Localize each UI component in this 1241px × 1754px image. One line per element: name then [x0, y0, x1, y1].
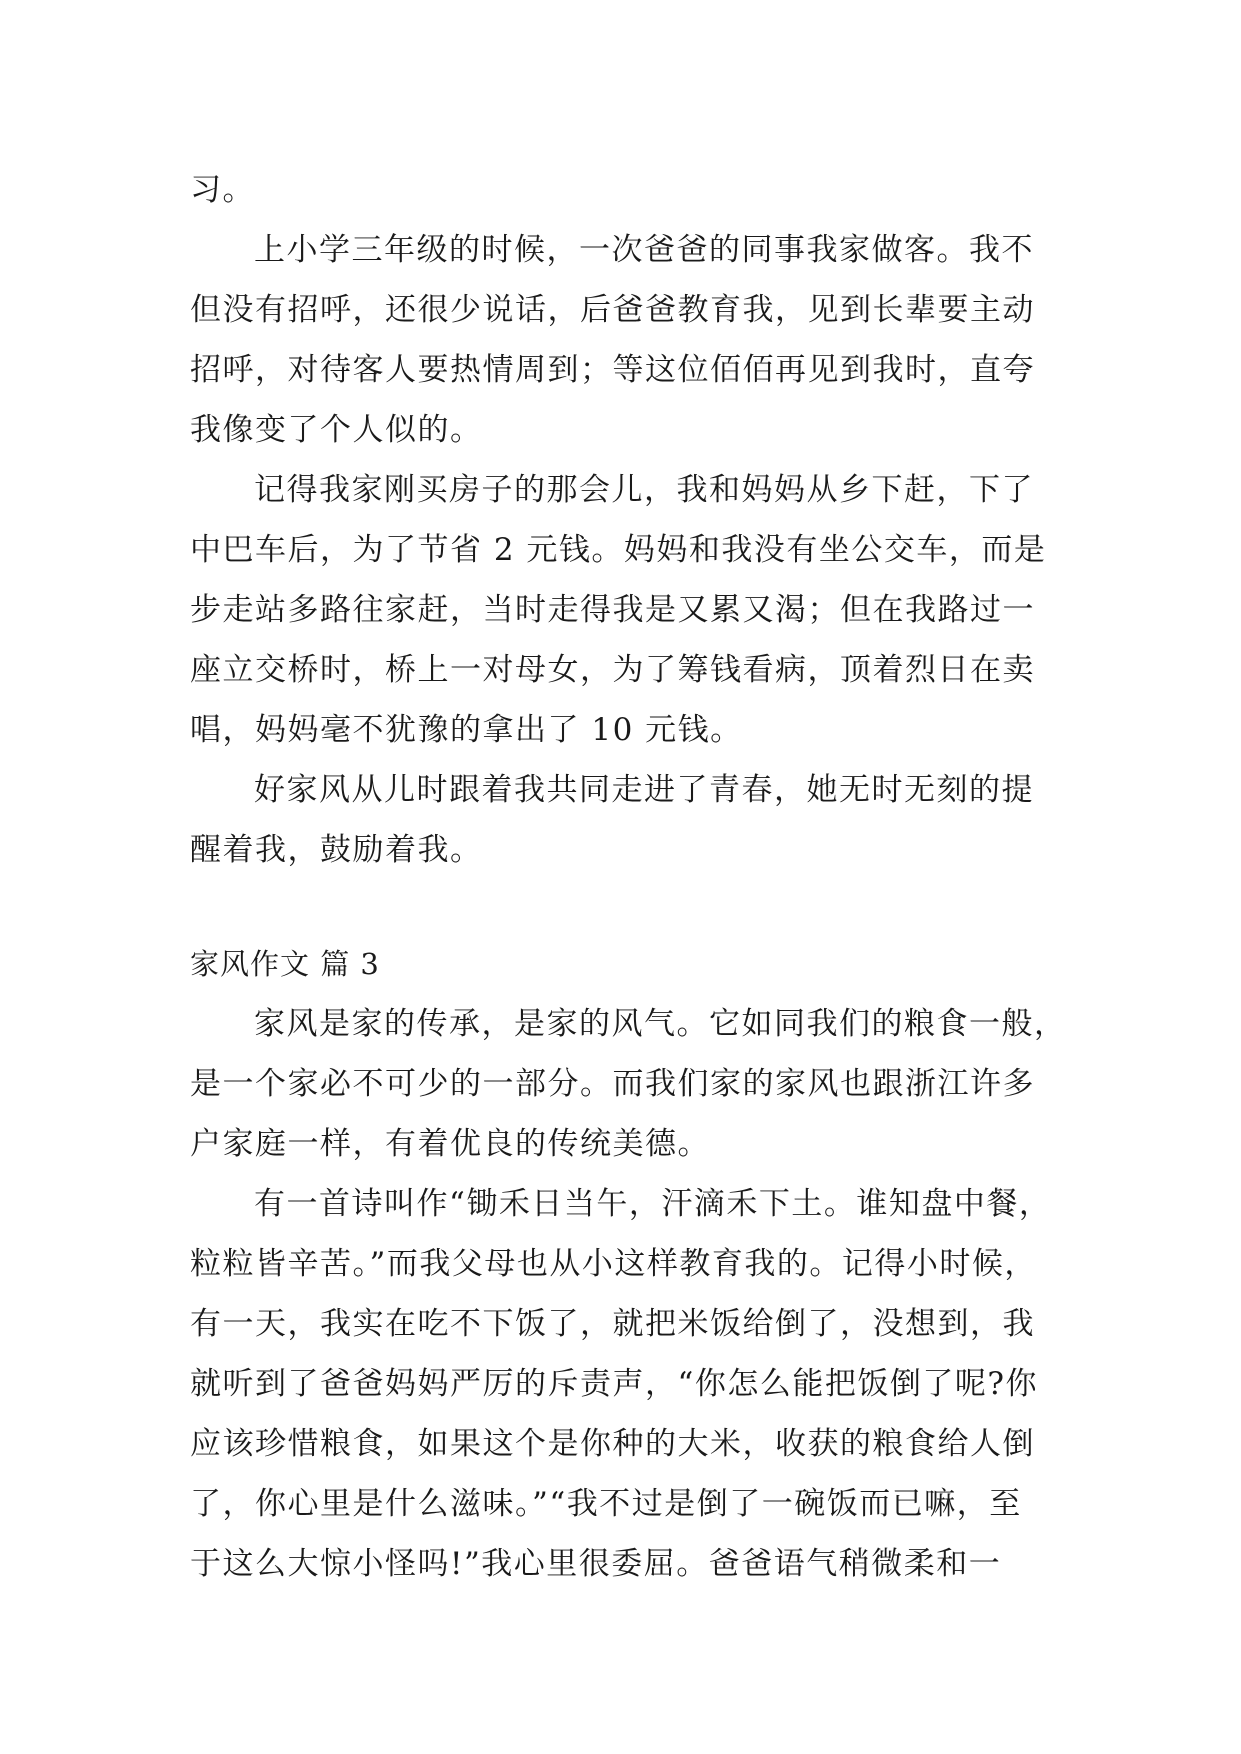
paragraph-line: 醒着我，鼓励着我。	[190, 832, 483, 868]
paragraph-line: 有一首诗叫作“锄禾日当午，汗滴禾下土。谁知盘中餐，	[254, 1186, 1052, 1222]
paragraph-line: 步走站多路往家赶，当时走得我是又累又渴；但在我路过一	[190, 592, 1035, 628]
paragraph-line: 上小学三年级的时候，一次爸爸的同事我家做客。我不	[254, 232, 1034, 268]
paragraph-line: 有一天，我实在吃不下饭了，就把米饭给倒了，没想到，我	[190, 1306, 1035, 1342]
paragraph-line: 招呼，对待客人要热情周到；等这位佰佰再见到我时，直夸	[190, 352, 1035, 388]
paragraph-line: 我像变了个人似的。	[190, 412, 483, 448]
paragraph-line: 但没有招呼，还很少说话，后爸爸教育我，见到长辈要主动	[190, 292, 1035, 328]
paragraph-line: 好家风从儿时跟着我共同走进了青春，她无时无刻的提	[254, 772, 1034, 808]
paragraph-line: 应该珍惜粮食，如果这个是你种的大米，收获的粮食给人倒	[190, 1426, 1035, 1462]
paragraph-line: 户家庭一样，有着优良的传统美德。	[190, 1126, 710, 1162]
paragraph-line: 中巴车后，为了节省 2 元钱。妈妈和我没有坐公交车，而是	[190, 532, 1047, 568]
paragraph-line: 就听到了爸爸妈妈严厉的斥责声，“你怎么能把饭倒了呢?你	[190, 1366, 1038, 1402]
document-page	[190, 160, 1067, 1594]
paragraph-line: 是一个家必不可少的一部分。而我们家的家风也跟浙江许多	[190, 1066, 1035, 1102]
paragraph-line: 座立交桥时，桥上一对母女，为了筹钱看病，顶着烈日在卖	[190, 652, 1035, 688]
paragraph-line: 唱，妈妈毫不犹豫的拿出了 10 元钱。	[190, 712, 743, 748]
paragraph-line: 记得我家刚买房子的那会儿，我和妈妈从乡下赶，下了	[254, 472, 1034, 508]
paragraph-line: 习。	[190, 172, 255, 208]
paragraph-line: 粒粒皆辛苦。”而我父母也从小这样教育我的。记得小时候，	[190, 1246, 1037, 1282]
paragraph-line: 家风是家的传承，是家的风气。它如同我们的粮食一般，	[254, 1006, 1067, 1042]
paragraph-line: 于这么大惊小怪吗!”我心里很委屈。爸爸语气稍微柔和一	[190, 1546, 1002, 1582]
section-heading: 家风作文 篇 3	[190, 947, 380, 981]
section-gap	[190, 880, 1050, 934]
paragraph-line: 了，你心里是什么滋味。”“我不过是倒了一碗饭而已嘛，至	[190, 1486, 1022, 1522]
